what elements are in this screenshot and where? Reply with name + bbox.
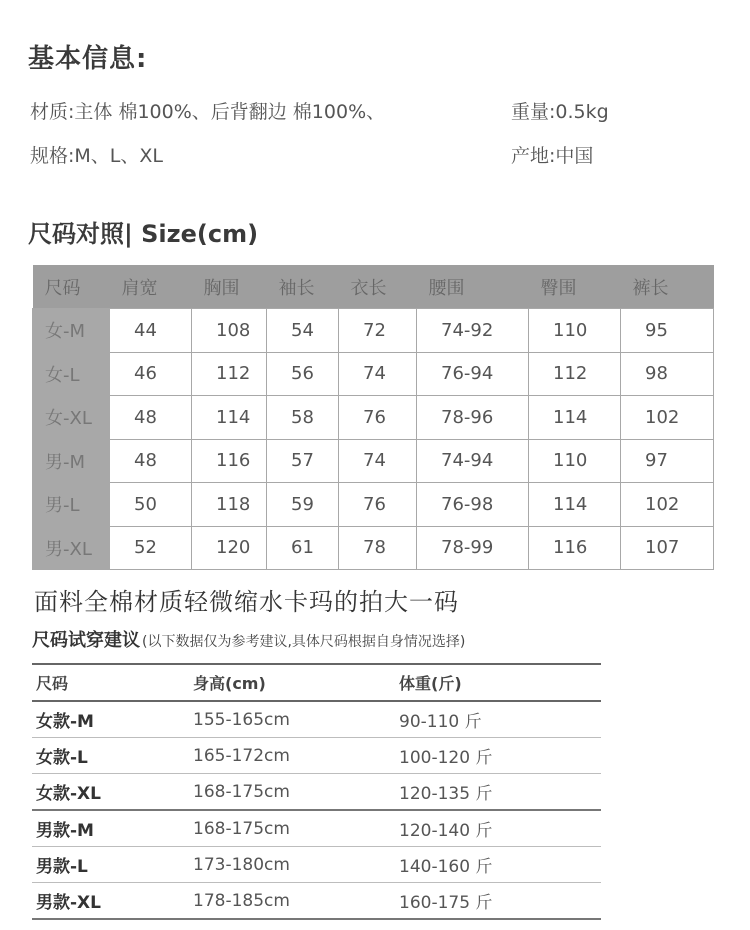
size-label-cell: 男-XL	[33, 526, 110, 570]
fit-size-cell: 女款-M	[32, 701, 189, 738]
size-label-cell: 男-L	[33, 483, 110, 527]
size-value-cell: 97	[621, 439, 714, 483]
weight-cell: 140-160 斤	[395, 847, 601, 883]
size-label-cell: 女-M	[33, 309, 110, 353]
fit-size-cell: 女款-L	[32, 738, 189, 774]
height-cell: 155-165cm	[189, 701, 395, 738]
height-cell: 178-185cm	[189, 883, 395, 920]
size-value-cell: 78-96	[417, 396, 529, 440]
size-chart-header-cell: 袖长	[267, 265, 339, 309]
fit-suggestion-table	[32, 663, 601, 920]
fit-suggestion-row	[32, 810, 601, 847]
size-value-cell: 48	[110, 396, 192, 440]
size-chart-header-cell: 腰围	[417, 265, 529, 309]
size-chart-title: 尺码对照| Size(cm)	[28, 220, 259, 248]
spec-text: 规格:M、L、XL	[30, 145, 163, 167]
fit-suggestion-header-cell: 尺码	[32, 664, 189, 701]
fit-suggestion-row	[32, 701, 601, 738]
size-value-cell: 74	[339, 352, 417, 396]
size-value-cell: 114	[192, 396, 267, 440]
material-text: 材质:主体 棉100%、后背翻边 棉100%、	[30, 101, 386, 123]
fit-suggestion-header-row	[32, 664, 601, 701]
size-value-cell: 118	[192, 483, 267, 527]
size-chart-header-cell: 裤长	[621, 265, 714, 309]
fit-suggestion-title	[32, 626, 465, 652]
size-value-cell: 107	[621, 526, 714, 570]
size-value-cell: 112	[529, 352, 621, 396]
size-chart-row	[33, 352, 714, 396]
fit-suggestion-header-cell: 体重(斤)	[395, 664, 601, 701]
fit-suggestion-row	[32, 774, 601, 811]
size-value-cell: 74-92	[417, 309, 529, 353]
weight-cell: 160-175 斤	[395, 883, 601, 920]
size-value-cell: 76-98	[417, 483, 529, 527]
fit-suggestion-subtitle: (以下数据仅为参考建议,具体尺码根据自身情况选择)	[142, 634, 466, 650]
size-chart-row	[33, 309, 714, 353]
size-chart-table	[32, 265, 714, 570]
size-value-cell: 76	[339, 396, 417, 440]
weight-cell: 120-140 斤	[395, 810, 601, 847]
size-value-cell: 78-99	[417, 526, 529, 570]
size-value-cell: 102	[621, 483, 714, 527]
size-chart-row	[33, 396, 714, 440]
height-cell: 173-180cm	[189, 847, 395, 883]
fit-size-cell: 男款-L	[32, 847, 189, 883]
weight-text: 重量:0.5kg	[511, 101, 609, 123]
weight-cell: 100-120 斤	[395, 738, 601, 774]
size-value-cell: 58	[267, 396, 339, 440]
size-value-cell: 76-94	[417, 352, 529, 396]
size-chart-header-row	[33, 265, 714, 309]
height-cell: 165-172cm	[189, 738, 395, 774]
fit-size-cell: 男款-M	[32, 810, 189, 847]
fit-suggestion-row	[32, 847, 601, 883]
size-chart-row	[33, 526, 714, 570]
size-chart-header-cell: 衣长	[339, 265, 417, 309]
fit-suggestion-header-cell: 身高(cm)	[189, 664, 395, 701]
height-cell: 168-175cm	[189, 774, 395, 811]
size-value-cell: 72	[339, 309, 417, 353]
weight-cell: 90-110 斤	[395, 701, 601, 738]
height-cell: 168-175cm	[189, 810, 395, 847]
size-chart-header-cell: 肩宽	[110, 265, 192, 309]
size-value-cell: 56	[267, 352, 339, 396]
size-label-cell: 男-M	[33, 439, 110, 483]
size-value-cell: 98	[621, 352, 714, 396]
size-value-cell: 46	[110, 352, 192, 396]
size-label-cell: 女-L	[33, 352, 110, 396]
size-value-cell: 110	[529, 439, 621, 483]
fit-size-cell: 男款-XL	[32, 883, 189, 920]
size-value-cell: 52	[110, 526, 192, 570]
size-value-cell: 44	[110, 309, 192, 353]
basic-info-title: 基本信息:	[28, 44, 148, 74]
size-value-cell: 54	[267, 309, 339, 353]
size-value-cell: 78	[339, 526, 417, 570]
size-value-cell: 61	[267, 526, 339, 570]
shrink-note: 面料全棉材质轻微缩水卡玛的拍大一码	[34, 588, 459, 616]
size-value-cell: 114	[529, 396, 621, 440]
size-value-cell: 74-94	[417, 439, 529, 483]
size-value-cell: 114	[529, 483, 621, 527]
size-chart-header-cell: 胸围	[192, 265, 267, 309]
fit-size-cell: 女款-XL	[32, 774, 189, 811]
fit-suggestion-row	[32, 738, 601, 774]
size-value-cell: 112	[192, 352, 267, 396]
origin-text: 产地:中国	[511, 145, 594, 167]
size-value-cell: 48	[110, 439, 192, 483]
weight-cell: 120-135 斤	[395, 774, 601, 811]
size-value-cell: 108	[192, 309, 267, 353]
size-value-cell: 76	[339, 483, 417, 527]
size-chart-row	[33, 439, 714, 483]
size-value-cell: 116	[529, 526, 621, 570]
size-chart-row	[33, 483, 714, 527]
fit-suggestion-heading: 尺码试穿建议	[32, 630, 140, 651]
size-chart-header-cell: 臀围	[529, 265, 621, 309]
fit-suggestion-row	[32, 883, 601, 920]
size-label-cell: 女-XL	[33, 396, 110, 440]
size-chart-header-cell: 尺码	[33, 265, 110, 309]
size-value-cell: 110	[529, 309, 621, 353]
size-value-cell: 116	[192, 439, 267, 483]
size-value-cell: 50	[110, 483, 192, 527]
size-value-cell: 59	[267, 483, 339, 527]
size-value-cell: 74	[339, 439, 417, 483]
size-value-cell: 120	[192, 526, 267, 570]
size-value-cell: 57	[267, 439, 339, 483]
size-value-cell: 95	[621, 309, 714, 353]
size-value-cell: 102	[621, 396, 714, 440]
